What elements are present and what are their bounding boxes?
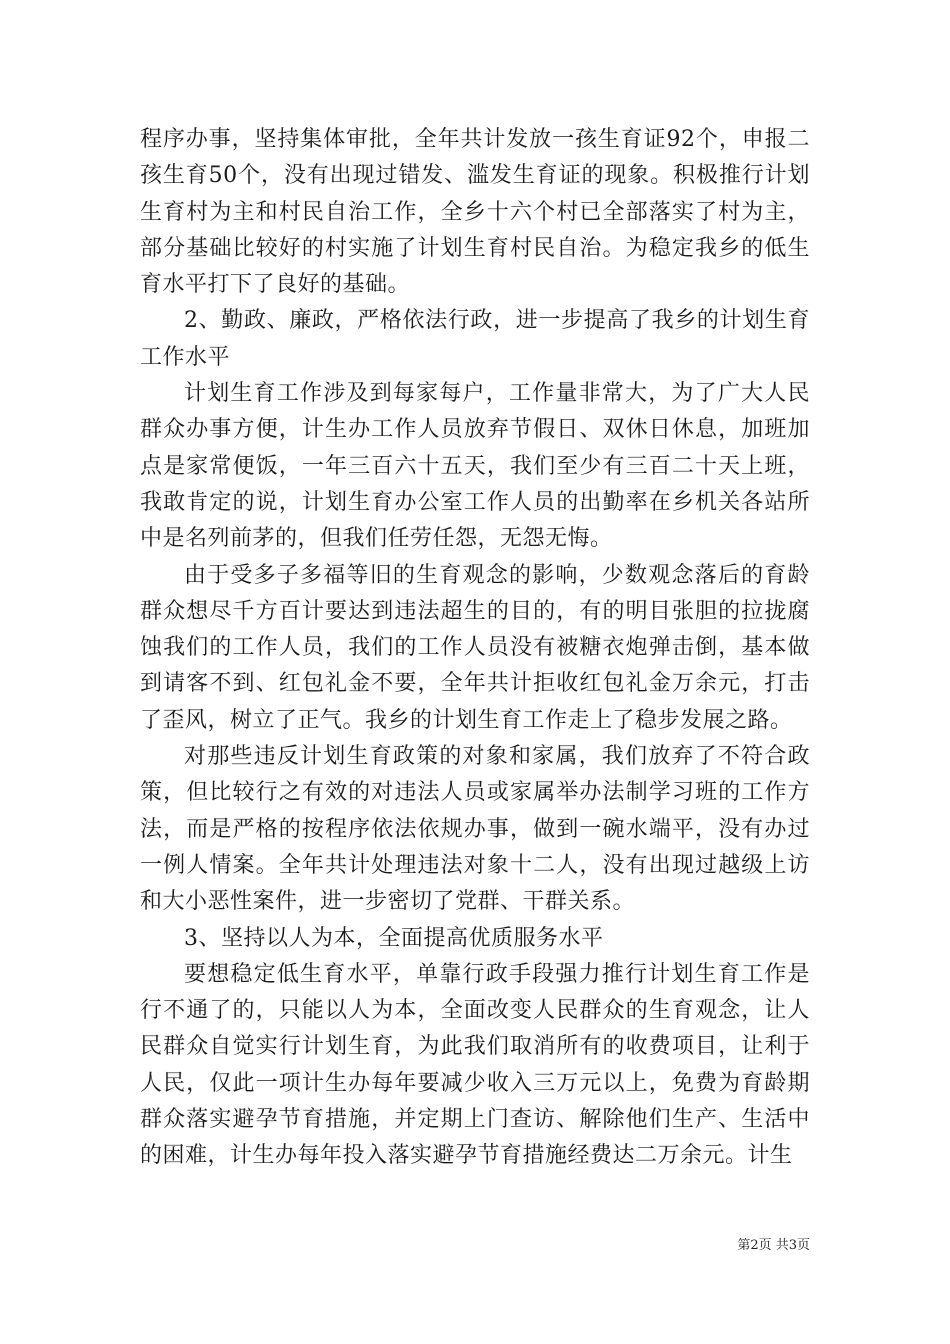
document-body bbox=[140, 122, 810, 1175]
paragraph-3: 计划生育工作涉及到每家每户，工作量非常大，为了广大人民群众办事方便，计生办工作人员放弃节假日、双休日休息，加班加点是家常便饭，一年三百六十五天，我们至少有三百二十天上班，我敢肯定的说，计划生育办公室工作人员的出勤率在乡机关各站所中是名列前茅的，但我们任劳任怨，无怨无悔。 bbox=[140, 381, 810, 552]
section-heading-2: 2、勤政、廉政，严格依法行政，进一步提高了我乡的计划生育工作水平 bbox=[140, 308, 810, 370]
section-heading-3: 3、坚持以人为本，全面提高优质服务水平 bbox=[184, 925, 604, 951]
page-number-footer: 第2页 共3页 bbox=[737, 1238, 810, 1253]
paragraph-7: 要想稳定低生育水平，单靠行政手段强力推行计划生育工作是行不通了的，只能以人为本，全面改变人民群众的生育观念，让人民群众自觉实行计划生育，为此我们取消所有的收费项目，让利于人民，仅此一项计生办每年要减少收入三万元以上，免费为育龄期群众落实避孕节育措施，并定期上门查访、解除他们生产、生活中的困难，计生办每年投入落实避孕节育措施经费达二万余元。计生 bbox=[140, 961, 810, 1169]
paragraph-1: 程序办事，坚持集体审批，全年共计发放一孩生育证92个，申报二孩生育50个，没有出现过错发、滥发生育证的现象。积极推行计划生育村为主和村民自治工作，全乡十六个村已全部落实了村为主，部分基础比较好的村实施了计划生育村民自治。为稳定我乡的低生育水平打下了良好的基础。 bbox=[140, 127, 810, 298]
paragraph-5: 对那些违反计划生育政策的对象和家属，我们放弃了不符合政策，但比较行之有效的对违法人员或家属举办法制学习班的工作方法，而是严格的按程序依法依规办事，做到一碗水端平，没有办过一例人情案。全年共计处理违法对象十二人，没有出现过越级上访和大小恶性案件，进一步密切了党群、干群关系。 bbox=[140, 744, 810, 915]
paragraph-4: 由于受多子多福等旧的生育观念的影响，少数观念落后的育龄群众想尽千方百计要达到违法超生的目的，有的明目张胆的拉拢腐蚀我们的工作人员，我们的工作人员没有被糖衣炮弹击倒，基本做到请客不到、红包礼金不要，全年共计拒收红包礼金万余元，打击了歪风，树立了正气。我乡的计划生育工作走上了稳步发展之路。 bbox=[140, 562, 810, 733]
